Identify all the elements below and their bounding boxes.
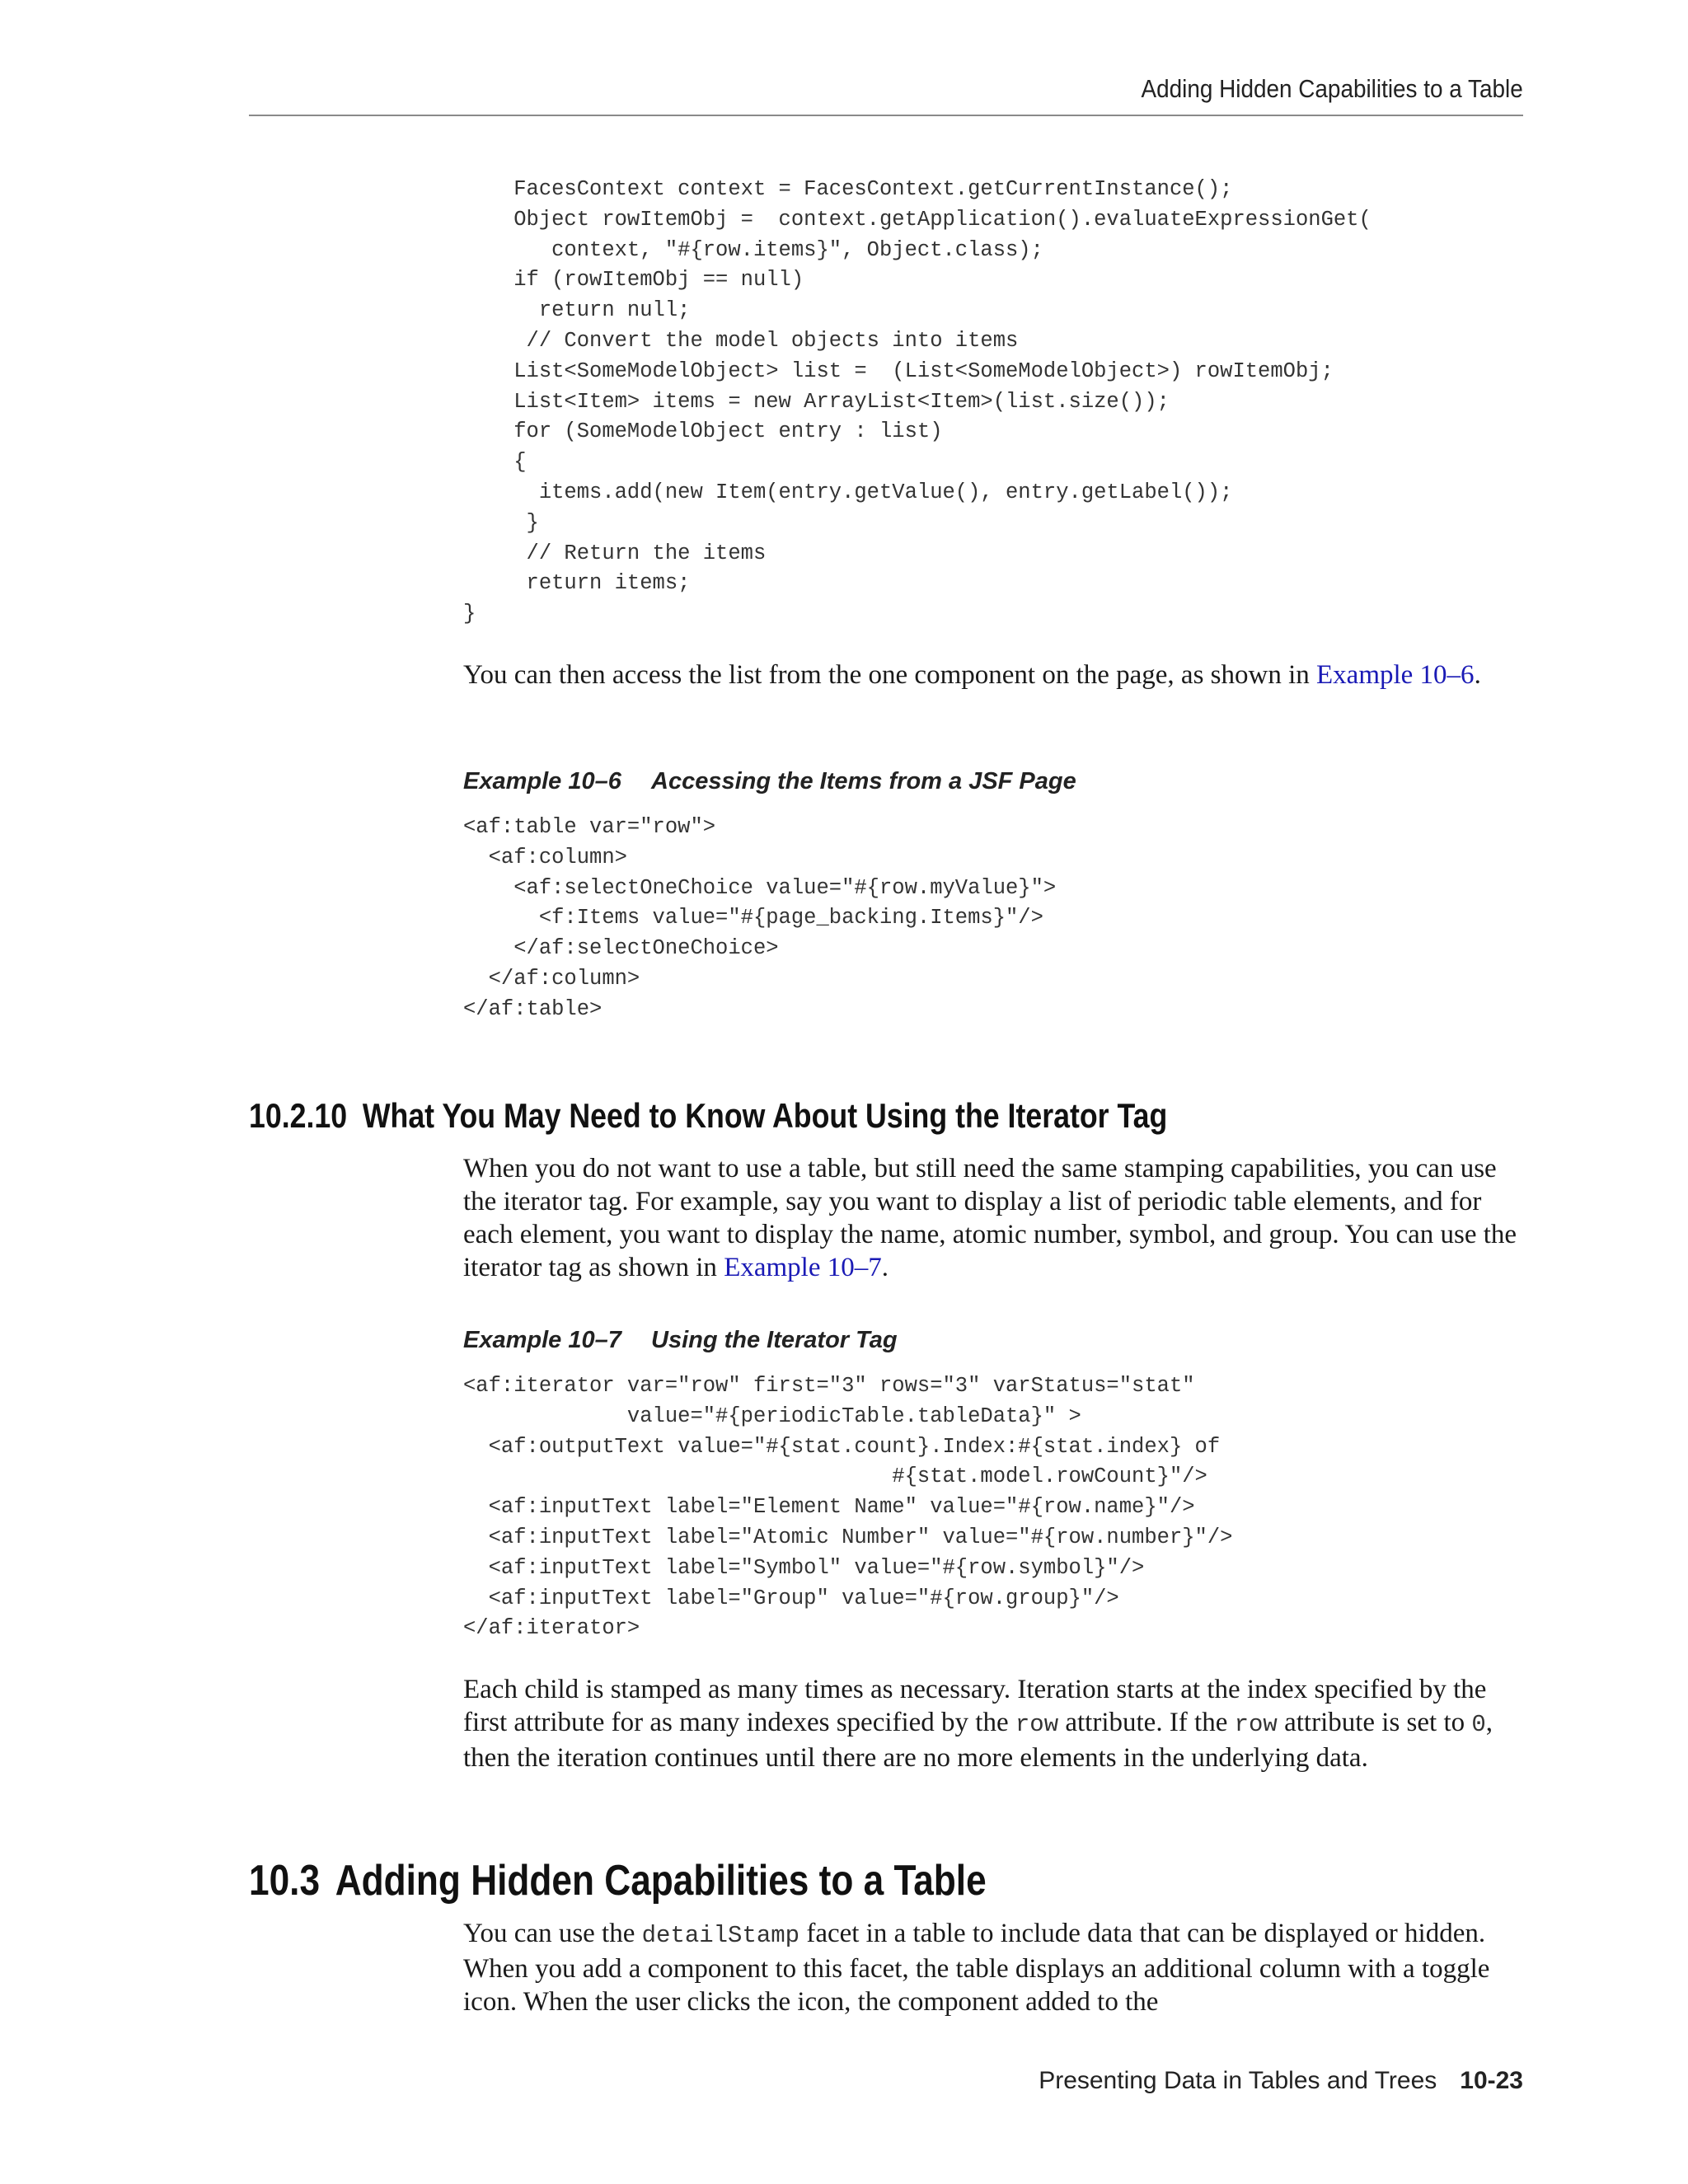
example-10-7-link[interactable]: Example 10–7 [724, 1253, 882, 1282]
section-heading-10-2-10 [249, 1096, 1167, 1136]
paragraph-text: You can use the [463, 1919, 642, 1948]
footer-chapter: Presenting Data in Tables and Trees [1039, 2067, 1437, 2094]
running-header: Adding Hidden Capabilities to a Table [1141, 74, 1523, 103]
paragraph-text: facet in a table to include data that can be displayed or hidden. When you add a component to this facet, the table displays an additional column with a toggle icon. When the user clicks the icon, the component added to the [463, 1919, 1490, 2017]
paragraph-end: . [881, 1253, 889, 1282]
code-inline-detailstamp: detailStamp [641, 1922, 800, 1949]
page-number: 10-23 [1460, 2067, 1523, 2094]
paragraph-iterator-intro [463, 1152, 1526, 1284]
paragraph-text: Each child is stamped as many times as necessary. Iteration starts at the index specified by the first attribute for as many indexes specified by the [463, 1675, 1487, 1737]
example-number: Example 10–6 [463, 768, 621, 794]
example-10-6-link[interactable]: Example 10–6 [1316, 660, 1475, 690]
example-10-6-caption [463, 768, 1076, 795]
code-block-top: FacesContext context = FacesContext.getCurrentInstance(); Object rowItemObj = context.getApplication().evaluateExpressionGet( context, "#{row.items}", Object.class); if (rowItemObj == null) return null; // Convert the model objects into items List<SomeModelObject> list = (List<SomeModelObject>) rowItemObj; List<Item> items = new ArrayList<Item>(list.size()); for (SomeModelObject entry : list) { items.add(new Item(entry.getValue(), entry.getLabel()); } // Return the items return items; } [463, 177, 1372, 626]
page-footer [1039, 2067, 1523, 2095]
paragraph-text: When you do not want to use a table, but still need the same stamping capabilities, you can use the iterator tag. For example, say you want to display a list of periodic table elements, and for each element, you want to display the name, atomic number, symbol, and group. You can use the iterator tag as shown in [463, 1154, 1517, 1282]
paragraph-access-list [463, 658, 1526, 691]
paragraph-text: attribute. If the [1058, 1708, 1235, 1737]
section-title: Adding Hidden Capabilities to a Table [335, 1857, 987, 1905]
paragraph-text: , then the iteration continues until there are no more elements in the underlying data. [463, 1708, 1493, 1773]
example-10-7-caption [463, 1327, 898, 1354]
header-rule [249, 115, 1523, 116]
section-title: What You May Need to Know About Using the Iterator Tag [362, 1096, 1168, 1135]
paragraph-end: . [1474, 660, 1481, 690]
example-title: Accessing the Items from a JSF Page [651, 768, 1076, 794]
code-inline-row: row [1015, 1711, 1059, 1738]
example-number: Example 10–7 [463, 1327, 621, 1353]
section-number: 10.2.10 [249, 1096, 348, 1135]
example-title: Using the Iterator Tag [651, 1327, 898, 1353]
section-heading-10-3 [249, 1856, 987, 1905]
code-inline-row: row [1234, 1711, 1278, 1738]
paragraph-text: attribute is set to [1277, 1708, 1472, 1737]
paragraph-iteration-details [463, 1673, 1526, 1774]
code-inline-zero: 0 [1471, 1711, 1486, 1738]
section-number: 10.3 [249, 1857, 321, 1905]
code-block-example-10-7: <af:iterator var="row" first="3" rows="3" varStatus="stat" value="#{periodicTable.tableData}" > <af:outputText value="#{stat.count}.Index:#{stat.index} of #{stat.model.rowCount}"/> <af:inputText label="Element Name" value="#{row.name}"/> <af:inputText label="Atomic Number" value="#{row.number}"/> <af:inputText label="Symbol" value="#{row.symbol}"/> <af:inputText label="Group" value="#{row.group}"/> </af:iterator> [463, 1374, 1233, 1641]
paragraph-text: You can then access the list from the one component on the page, as shown in [463, 660, 1317, 690]
code-block-example-10-6: <af:table var="row"> <af:column> <af:selectOneChoice value="#{row.myValue}"> <f:Items value="#{page_backing.Items}"/> </af:selectOneChoice> </af:column> </af:table> [463, 815, 1057, 1021]
paragraph-detailstamp [463, 1917, 1526, 2018]
